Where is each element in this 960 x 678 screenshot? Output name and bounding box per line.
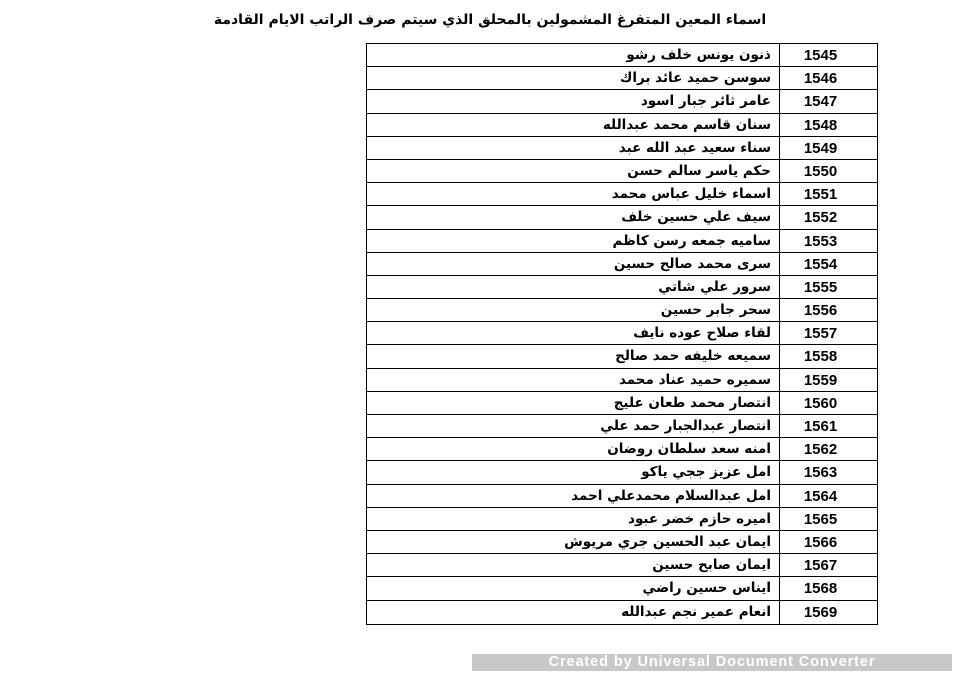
number-cell: 1553	[803, 232, 838, 250]
number-cell: 1559	[803, 371, 838, 389]
number-cell: 1560	[803, 394, 838, 412]
name-cell: اميره حازم خضر عبود	[367, 508, 780, 530]
name-cell: سميره حميد عناد محمد	[367, 369, 780, 391]
name-cell: سحر جابر حسين	[367, 299, 780, 321]
table-row	[367, 90, 877, 113]
number-cell: 1568	[803, 580, 838, 598]
number-cell: 1564	[803, 487, 838, 505]
number-cell: 1546	[803, 70, 838, 88]
table-row	[367, 554, 877, 577]
name-cell: انتصار عبدالجبار حمد علي	[367, 415, 780, 437]
table-row	[367, 577, 877, 600]
table-row	[367, 601, 877, 624]
number-cell: 1547	[803, 93, 838, 111]
name-cell: انتصار محمد طعان عليج	[367, 392, 780, 414]
table-row	[367, 415, 877, 438]
number-cell: 1556	[803, 302, 838, 320]
table-row	[367, 299, 877, 322]
name-cell: اسماء خليل عباس محمد	[367, 183, 780, 205]
number-cell: 1552	[803, 209, 838, 227]
name-cell: سيف علي حسين خلف	[367, 206, 780, 228]
table-row	[367, 392, 877, 415]
name-cell: امنه سعد سلطان روضان	[367, 438, 780, 460]
number-cell: 1551	[803, 186, 838, 204]
name-cell: امل عبدالسلام محمدعلي احمد	[367, 485, 780, 507]
name-cell: ايمان صابح حسين	[367, 554, 780, 576]
table-row	[367, 508, 877, 531]
name-cell: لقاء صلاح عوده نايف	[367, 322, 780, 344]
number-cell: 1567	[803, 557, 838, 575]
number-cell: 1555	[803, 278, 838, 296]
name-cell: ذنون يونس خلف رشو	[367, 44, 780, 66]
name-cell: سناء سعيد عبد الله عبد	[367, 137, 780, 159]
name-cell: سرور علي شاتي	[367, 276, 780, 298]
number-cell: 1557	[803, 325, 838, 343]
name-cell: سنان قاسم محمد عبدالله	[367, 114, 780, 136]
number-cell: 1565	[803, 510, 838, 528]
table-row	[367, 183, 877, 206]
number-cell: 1550	[803, 162, 838, 180]
name-cell: سرى محمد صالح حسين	[367, 253, 780, 275]
table-row	[367, 438, 877, 461]
table-row	[367, 485, 877, 508]
number-cell: 1569	[803, 603, 838, 621]
table-row	[367, 276, 877, 299]
number-cell: 1549	[803, 139, 838, 157]
number-cell: 1548	[803, 116, 838, 134]
table-row	[367, 322, 877, 345]
name-cell: ساميه جمعه رسن كاظم	[367, 230, 780, 252]
table-row	[367, 369, 877, 392]
number-cell: 1561	[803, 418, 838, 435]
table-row	[367, 230, 877, 253]
name-cell: امل عزيز ججي ياكو	[367, 461, 780, 483]
number-cell: 1563	[803, 464, 838, 482]
page-title: اسماء المعين المتفرغ المشمولين بالمحلق الذي سيتم صرف الراتب الايام القادمة	[213, 12, 767, 28]
table-row	[367, 67, 877, 90]
name-cell: ايمان عبد الحسين جري مريوش	[367, 531, 780, 553]
number-cell: 1545	[803, 47, 838, 64]
name-cell: ايناس حسين راضي	[367, 577, 780, 599]
number-cell: 1562	[803, 441, 838, 459]
table-row	[367, 206, 877, 229]
table-row	[367, 461, 877, 484]
number-cell: 1554	[803, 255, 838, 273]
table-row	[367, 137, 877, 160]
name-cell: عامر ثائر جبار اسود	[367, 90, 780, 112]
names-table	[366, 43, 878, 625]
table-row	[367, 531, 877, 554]
name-cell: سميعه خليفه حمد صالح	[367, 345, 780, 367]
name-cell: حكم ياسر سالم حسن	[367, 160, 780, 182]
name-cell: انعام عمير نجم عبدالله	[367, 601, 780, 624]
converter-watermark: Created by Universal Document Converter	[472, 654, 952, 671]
number-cell: 1558	[803, 348, 838, 366]
number-cell: 1566	[803, 533, 838, 551]
table-row	[367, 345, 877, 368]
table-row	[367, 160, 877, 183]
table-row	[367, 253, 877, 276]
name-cell: سوسن حميد عائد براك	[367, 67, 780, 89]
table-row	[367, 44, 877, 67]
table-row	[367, 114, 877, 137]
